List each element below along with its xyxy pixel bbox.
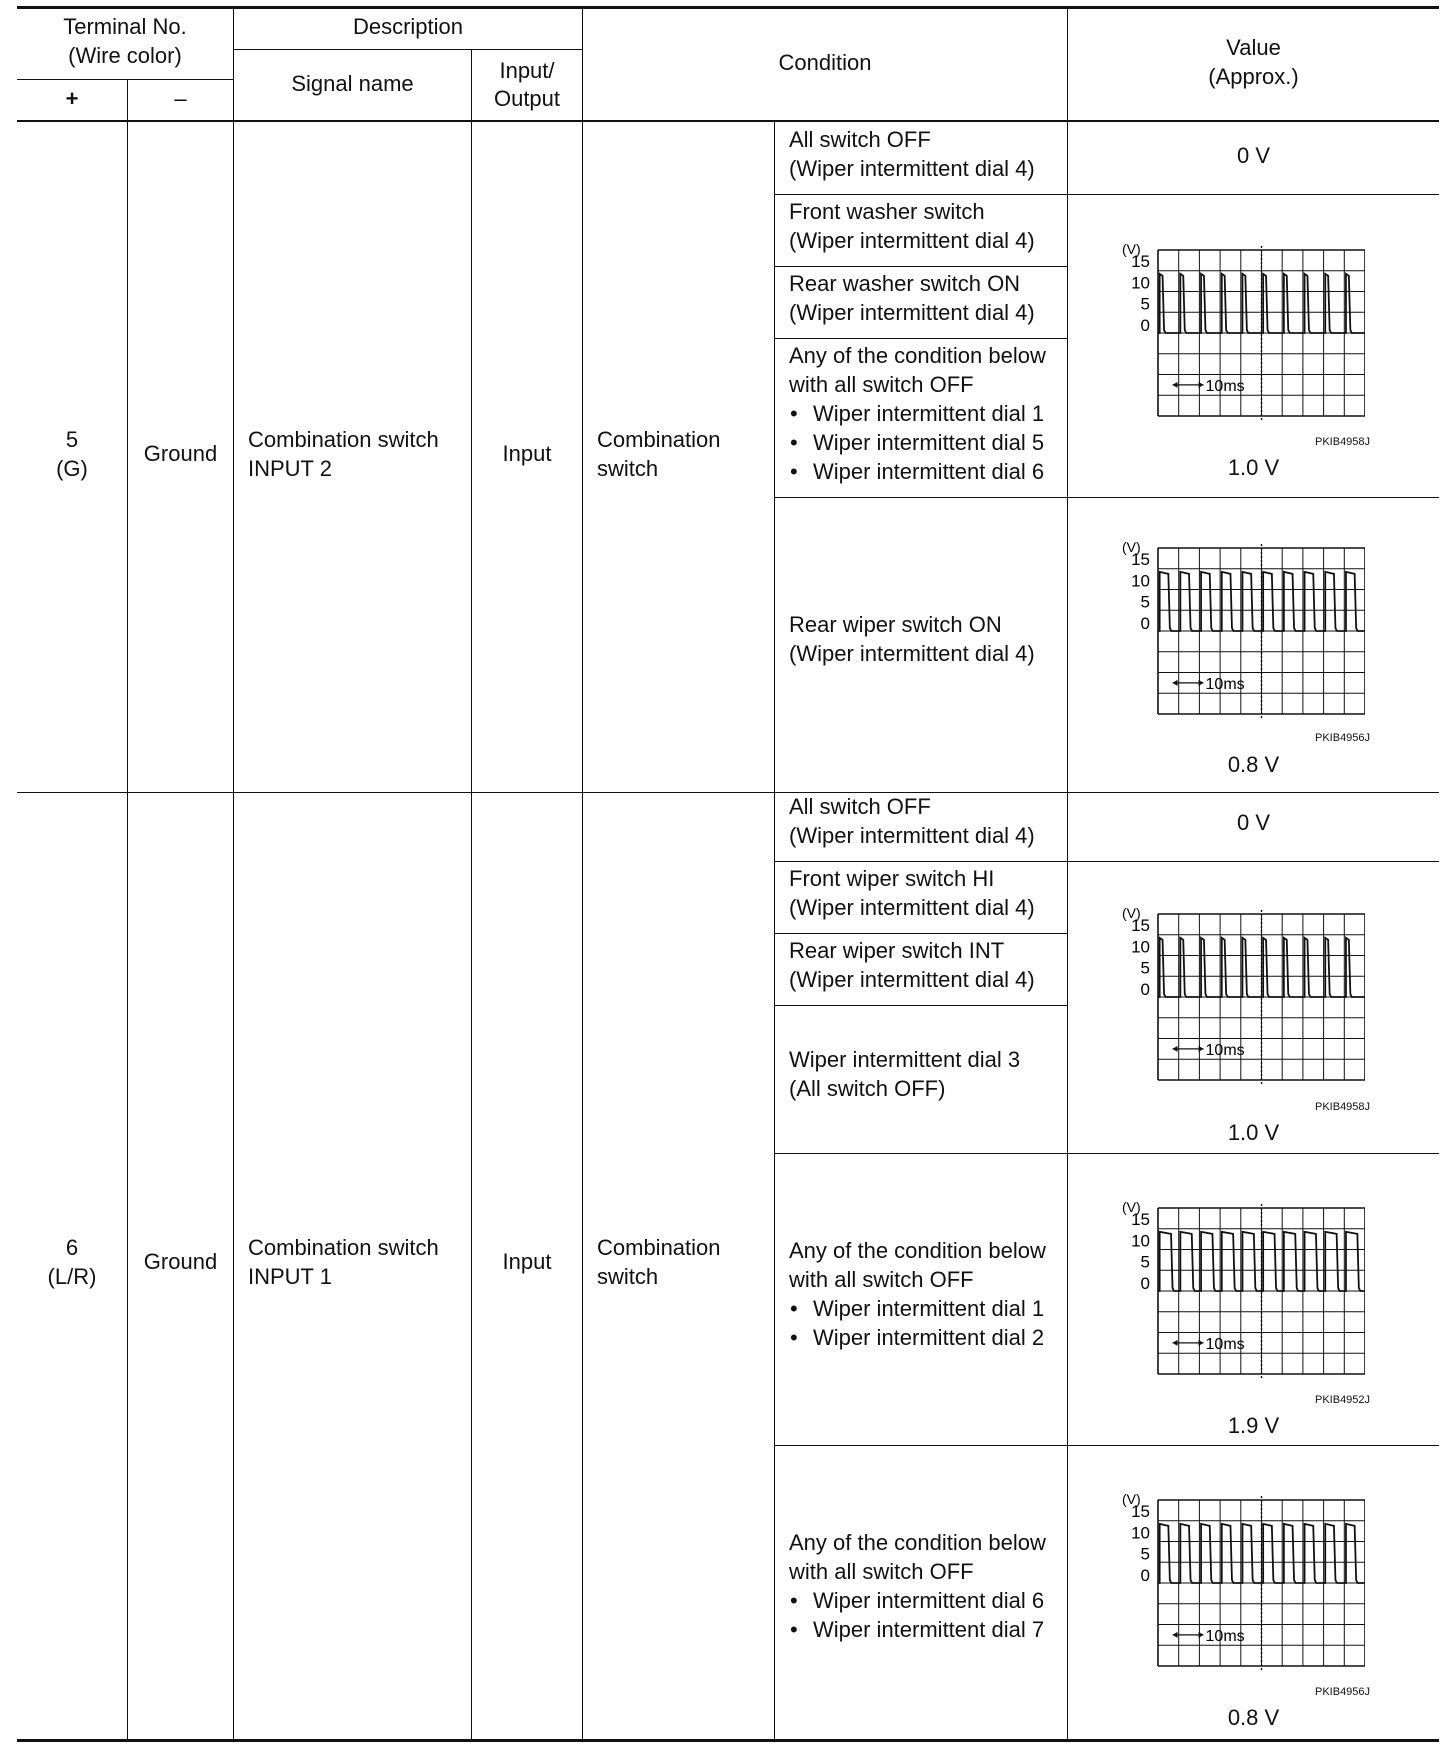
condition-text: Wiper intermittent dial 3 xyxy=(789,1047,1021,1072)
figure-code: PKIB4956J xyxy=(1315,1686,1371,1698)
condition-bullet: • Wiper intermittent dial 1 xyxy=(789,1294,1044,1323)
figure-code: PKIB4958J xyxy=(1315,1101,1371,1113)
scope-marker-arrow xyxy=(1172,382,1177,388)
scope-svg xyxy=(1120,540,1365,722)
condition-bullets xyxy=(789,399,1044,486)
scope-tick-label: 5 xyxy=(1140,1544,1150,1564)
figure-code: PKIB4952J xyxy=(1315,1394,1371,1406)
scope-time-label: 10ms xyxy=(1205,377,1245,395)
value-text: 1.0 V xyxy=(1227,1120,1280,1145)
condition-text: All switch OFF xyxy=(789,794,931,819)
input-output: Input xyxy=(502,441,552,466)
header-bottom-rule xyxy=(17,120,1439,122)
scope-marker-arrow xyxy=(1172,1632,1177,1638)
scope-tick-label: 15 xyxy=(1131,1210,1150,1229)
cond-rule xyxy=(774,1153,1439,1154)
scope-marker-arrow xyxy=(1199,1046,1204,1052)
scope-unit-label: (V) xyxy=(1122,540,1141,555)
scope-tick-label: 0 xyxy=(1140,1273,1150,1293)
terminal-minus: Ground xyxy=(143,441,218,466)
header-input-output-1: Input/ xyxy=(499,58,555,83)
cond-rule xyxy=(774,497,1439,498)
condition-text: Any of the condition below xyxy=(789,1238,1046,1263)
scope-tick-label: 5 xyxy=(1140,1252,1150,1272)
col-rule xyxy=(774,121,775,1742)
terminal-number: 6 xyxy=(65,1235,79,1260)
scope-tick-label: 15 xyxy=(1131,1502,1150,1521)
value-text: 1.9 V xyxy=(1227,1413,1280,1438)
scope-time-label: 10ms xyxy=(1205,1627,1245,1645)
condition-text: (Wiper intermittent dial 4) xyxy=(789,823,1035,848)
condition-text: Front washer switch xyxy=(789,199,985,224)
cond-rule xyxy=(774,338,1067,339)
cond-rule xyxy=(774,266,1067,267)
col-rule xyxy=(471,49,472,1742)
figure-code: PKIB4956J xyxy=(1315,732,1371,744)
oscilloscope-waveform xyxy=(1120,1200,1365,1387)
signal-name: INPUT 1 xyxy=(248,1264,332,1289)
cond-rule xyxy=(774,861,1439,862)
condition-text: (Wiper intermittent dial 4) xyxy=(789,967,1035,992)
scope-unit-label: (V) xyxy=(1122,242,1141,257)
condition-bullet: • Wiper intermittent dial 6 xyxy=(789,1586,1044,1615)
cond-rule xyxy=(774,1445,1439,1446)
oscilloscope-waveform xyxy=(1120,242,1365,429)
condition-text: with all switch OFF xyxy=(789,1559,974,1584)
condition-text: Any of the condition below xyxy=(789,343,1046,368)
scope-tick-label: 15 xyxy=(1131,916,1150,935)
cond-rule xyxy=(774,933,1067,934)
condition-bullets xyxy=(789,1294,1044,1352)
signal-name: Combination switch xyxy=(248,1235,439,1260)
signal-name: Combination switch xyxy=(248,427,439,452)
header-plus: + xyxy=(65,86,79,111)
terminal-wire-color: (G) xyxy=(56,456,88,481)
terminal-minus: Ground xyxy=(143,1249,218,1274)
scope-unit-label: (V) xyxy=(1122,1200,1141,1215)
figure-code: PKIB4958J xyxy=(1315,436,1371,448)
scope-time-label: 10ms xyxy=(1205,675,1245,693)
scope-tick-label: 15 xyxy=(1131,550,1150,569)
condition-text: (Wiper intermittent dial 4) xyxy=(789,641,1035,666)
condition-text: Any of the condition below xyxy=(789,1530,1046,1555)
header-rule-terminal xyxy=(17,79,233,80)
oscilloscope-waveform xyxy=(1120,540,1365,727)
scope-tick-label: 5 xyxy=(1140,958,1150,978)
scope-svg xyxy=(1120,1492,1365,1674)
scope-tick-label: 0 xyxy=(1140,1565,1150,1585)
scope-tick-label: 5 xyxy=(1140,592,1150,612)
condition-bullet: • Wiper intermittent dial 6 xyxy=(789,457,1044,486)
condition-text: (Wiper intermittent dial 4) xyxy=(789,895,1035,920)
condition-text: with all switch OFF xyxy=(789,1267,974,1292)
scope-svg xyxy=(1120,1200,1365,1382)
value-text: 0 V xyxy=(1236,143,1271,168)
header-condition: Condition xyxy=(778,50,872,75)
condition-text: Front wiper switch HI xyxy=(789,866,995,891)
scope-tick-label: 0 xyxy=(1140,979,1150,999)
condition-text: with all switch OFF xyxy=(789,372,974,397)
input-output: Input xyxy=(502,1249,552,1274)
oscilloscope-waveform xyxy=(1120,1492,1365,1679)
header-minus: – xyxy=(174,86,187,111)
col-rule xyxy=(1067,8,1068,1742)
header-rule-description xyxy=(233,49,583,50)
scope-svg xyxy=(1120,242,1365,424)
condition-text: (All switch OFF) xyxy=(789,1076,946,1101)
scope-marker-arrow xyxy=(1199,680,1204,686)
scope-marker-arrow xyxy=(1172,1046,1177,1052)
header-value-2: (Approx.) xyxy=(1208,64,1299,89)
scope-tick-label: 0 xyxy=(1140,315,1150,335)
condition-bullets xyxy=(789,1586,1044,1644)
scope-marker-arrow xyxy=(1199,1340,1204,1346)
scope-svg xyxy=(1120,906,1365,1088)
condition-group: Combination xyxy=(597,1235,721,1260)
condition-group: switch xyxy=(597,456,659,481)
scope-time-label: 10ms xyxy=(1205,1041,1245,1059)
table-top-rule xyxy=(17,6,1439,9)
scope-unit-label: (V) xyxy=(1122,906,1141,921)
condition-text: (Wiper intermittent dial 4) xyxy=(789,300,1035,325)
value-text: 1.0 V xyxy=(1227,455,1280,480)
scope-tick-label: 10 xyxy=(1131,571,1150,591)
scope-time-label: 10ms xyxy=(1205,1335,1245,1353)
terminal-wire-color: (L/R) xyxy=(47,1264,97,1289)
header-input-output-2: Output xyxy=(493,86,561,111)
condition-bullet: • Wiper intermittent dial 1 xyxy=(789,399,1044,428)
header-terminal-no: Terminal No. xyxy=(63,14,187,39)
condition-text: Rear wiper switch ON xyxy=(789,612,1002,637)
condition-group: Combination xyxy=(597,427,721,452)
scope-tick-label: 10 xyxy=(1131,937,1150,957)
header-description: Description xyxy=(352,14,464,39)
scope-tick-label: 10 xyxy=(1131,273,1150,293)
header-value-1: Value xyxy=(1226,35,1281,60)
value-text: 0.8 V xyxy=(1227,752,1280,777)
scope-tick-label: 10 xyxy=(1131,1523,1150,1543)
condition-text: (Wiper intermittent dial 4) xyxy=(789,228,1035,253)
oscilloscope-waveform xyxy=(1120,906,1365,1093)
scope-tick-label: 15 xyxy=(1131,252,1150,271)
scope-marker-arrow xyxy=(1172,680,1177,686)
table-bottom-rule xyxy=(17,1739,1439,1742)
condition-text: Rear wiper switch INT xyxy=(789,938,1005,963)
scope-marker-arrow xyxy=(1172,1340,1177,1346)
cond-rule xyxy=(774,194,1439,195)
signal-name: INPUT 2 xyxy=(248,456,332,481)
condition-text: (Wiper intermittent dial 4) xyxy=(789,156,1035,181)
scope-tick-label: 0 xyxy=(1140,613,1150,633)
col-rule xyxy=(582,8,583,1742)
condition-bullet: • Wiper intermittent dial 2 xyxy=(789,1323,1044,1352)
condition-bullet: • Wiper intermittent dial 5 xyxy=(789,428,1044,457)
condition-group: switch xyxy=(597,1264,659,1289)
value-text: 0.8 V xyxy=(1227,1705,1280,1730)
condition-text: Rear washer switch ON xyxy=(789,271,1021,296)
scope-tick-label: 5 xyxy=(1140,294,1150,314)
condition-text: All switch OFF xyxy=(789,127,931,152)
scope-unit-label: (V) xyxy=(1122,1492,1141,1507)
header-signal-name: Signal name xyxy=(291,71,414,96)
value-text: 0 V xyxy=(1236,810,1271,835)
row-divider xyxy=(17,792,1439,793)
cond-rule xyxy=(774,1005,1067,1006)
header-wire-color: (Wire color) xyxy=(68,43,182,68)
scope-marker-arrow xyxy=(1199,382,1204,388)
scope-tick-label: 10 xyxy=(1131,1231,1150,1251)
col-rule xyxy=(233,8,234,1742)
col-rule xyxy=(127,79,128,1742)
terminal-number: 5 xyxy=(65,427,79,452)
scope-marker-arrow xyxy=(1199,1632,1204,1638)
condition-bullet: • Wiper intermittent dial 7 xyxy=(789,1615,1044,1644)
